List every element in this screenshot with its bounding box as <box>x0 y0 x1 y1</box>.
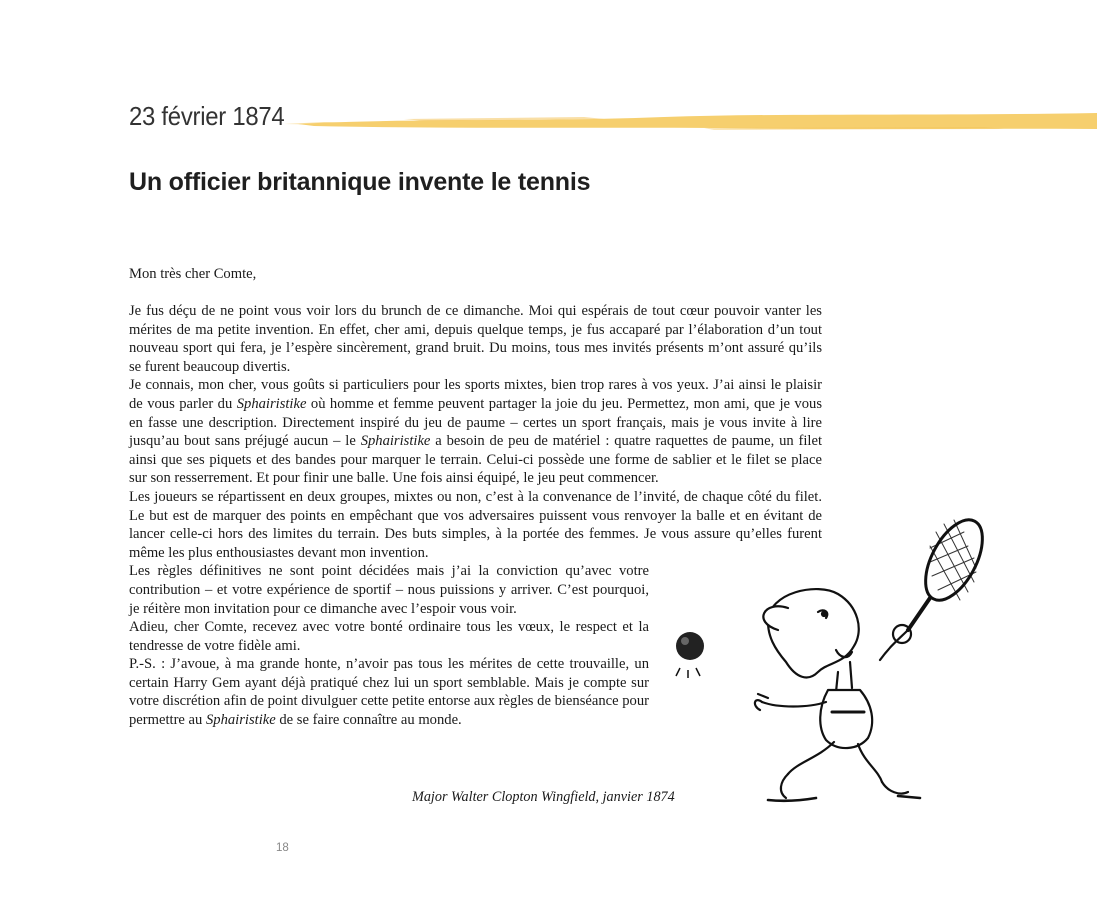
paragraph-3: Les joueurs se répartissent en deux groupes, mixtes ou non, c’est à la convenance de l’invité, de chaque côté du filet. Le but est de marquer des points en empêchant que vos adversaires puissent vous renvoyer la balle et en évitant de lancer celle-ci hors des limites du terrain. Des buts simples, à la portée des femmes. Je vous assure qu’elles furent même les plus enthousiastes devant mon invention. <box>129 488 822 561</box>
postscript <box>129 655 649 729</box>
postscript-text-c: de se faire connaître au monde. <box>275 712 462 729</box>
page-number: 18 <box>276 842 289 854</box>
paragraph-5: Adieu, cher Comte, recevez avec votre bonté ordinaire tous les vœux, le respect et la tendresse de votre fidèle ami. <box>129 619 649 654</box>
tennis-player-caricature-icon <box>668 512 998 812</box>
postscript-label: P.-S. <box>129 656 156 673</box>
page-title: Un officier britannique invente le tennis <box>129 168 591 196</box>
paragraph-4: Les règles définitives ne sont point décidées mais j’ai la conviction qu’avec votre contribution – et votre expérience de sportif – nous puissions y arriver. C’est pourquoi, je réitère mon invitation pour ce dimanche avec l’espoir vous voir. <box>129 563 649 617</box>
letter-salutation: Mon très cher Comte, <box>129 266 257 282</box>
paragraph-2-text-a: Je connais, mon cher, vous goûts si particuliers pour les sports mixtes, bien trop rares à vos yeux. J’ai ainsi le plaisir de vous parler du <box>129 377 822 412</box>
paragraph-1: Je fus déçu de ne point vous voir lors du brunch de ce dimanche. Moi qui espérais de tout cœur pouvoir vanter les mérites de ma petite invention. En effet, cher ami, depuis quelque temps, je fus accaparé par l’élaboration d’un tout nouveau sport qui fera, je l’espère sincèrement, grand bruit. Du moins, tous mes invités présents m’ont assuré qu’ils se furent beaucoup divertis. <box>129 303 822 375</box>
paragraph-2 <box>129 376 822 488</box>
letter-signature: Major Walter Clopton Wingfield, janvier 1874 <box>412 789 675 805</box>
sphairistike-term: Sphairistike <box>360 433 431 450</box>
sphairistike-term: Sphairistike <box>205 712 276 729</box>
paragraph-2-text-c: où homme et femme peuvent partager la joie du jeu. Permettez, mon ami, que je vous en fasse une description. Directement inspiré du jeu de paume – certes un sport français, mais je vous invite à lire jusqu’au bout sans préjugé aucun – le <box>129 395 822 450</box>
paragraph-2-text-e: a besoin de peu de matériel : quatre raquettes de paume, un filet ainsi que ses piquets et des bandes pour marquer le terrain. Celui-ci possède une forme de sablier et le filet se place sur son resserrement. Et pour finir une balle. Une fois ainsi équipé, le jeu peut commencer. <box>129 433 823 487</box>
sphairistike-term: Sphairistike <box>236 395 307 412</box>
chapter-date: 23 février 1874 <box>129 101 285 131</box>
brush-stroke-decoration <box>284 108 1097 136</box>
postscript-text-a: : J’avoue, à ma grande honte, n’avoir pas tous les mérites de cette trouvaille, un certain Harry Gem ayant déjà pratiqué chez lui un sport semblable. Mais je compte sur votre discrétion afin de point divulguer cette petite entorse aux règles de bienséance pour permettre au <box>129 656 649 729</box>
